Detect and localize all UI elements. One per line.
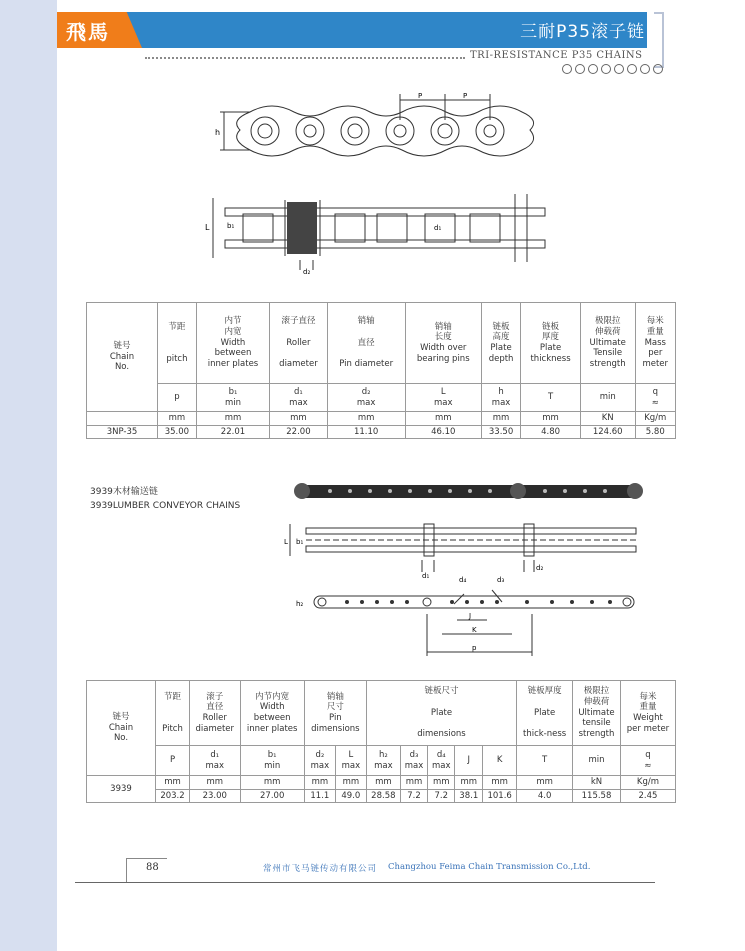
section-title-en: 3939LUMBER CONVEYOR CHAINS — [90, 501, 241, 511]
chain-top-view-diagram — [205, 180, 555, 275]
page-subtitle: TRI-RESISTANCE P35 CHAINS — [470, 50, 643, 61]
dim-d2: d₂ — [303, 268, 311, 275]
decorative-circles — [562, 64, 663, 74]
company-name-en: Changzhou Feima Chain Transmission Co.,Ltd. — [388, 862, 591, 872]
spec-table-3939: 链号 Chain No. 节距 Pitch 滚子 直径 Roller diameter 内节内宽 Width between inner plates 销轴 尺寸 Pin dimensions 链板尺寸 Plate dimensions 链板厚度 Plate thick-ness 极限拉 伸载荷 Ultimate tensile strength 每米 重量 Weight per meter P d₁ max b₁ min d₂ max L max h₂ max d₃ max d₄ max J K T min q ≈ 3939 mm mm mm mm mm mm mm mm mm mm mm kN Kg/m 203.2 23.00 27.00 11.1 49.0 28.58 7.2 7.2 38.1 101.6 4.0 115.58 2.45 — [86, 680, 676, 803]
dim-L-2: L — [284, 538, 288, 546]
table-row: 203.2 23.00 27.00 11.1 49.0 28.58 7.2 7.2 38.1 101.6 4.0 115.58 2.45 — [87, 789, 676, 803]
dim-p1: P — [418, 92, 423, 100]
dim-b1: b₁ — [227, 222, 235, 230]
dotted-divider — [145, 57, 465, 61]
page-number: 88 — [146, 862, 159, 873]
company-name-cn: 常州市飞马链传动有限公司 — [263, 864, 378, 874]
dim-d2-2: d₂ — [536, 564, 544, 572]
dim-d1: d₁ — [434, 224, 442, 232]
dim-b1-2: b₁ — [296, 538, 304, 546]
dim-h: h — [215, 128, 221, 137]
dim-d3: d₃ — [497, 576, 505, 584]
lumber-chain-side-view — [292, 574, 652, 660]
footer-line — [75, 882, 655, 883]
dim-J: J — [469, 612, 472, 620]
lumber-chain-top-view — [284, 520, 644, 580]
dim-d4: d₄ — [459, 576, 467, 584]
dim-d1-2: d₁ — [422, 572, 430, 580]
section-title-cn: 3939木材输送链 — [90, 487, 158, 497]
header-bracket — [654, 12, 664, 68]
spec-table-3np35: 链号 Chain No. 节距 pitch 内节 内宽 Width between inner plates 滚子直径 Roller diameter 销轴 直径 Pin diameter 销轴 长度 Width over bearing pins 链板 高度 Plate depth 链板 厚度 Plate thickness 极限拉 伸载荷 Ultimate Tensile strength 每米 重量 Mass per meter p b₁ min d₁ max d₂ max L max h max T min q ≈ mm mm mm mm mm mm mm KN Kg/m 3NP-35 35.00 22.01 22.00 11.10 46.10 33.50 4.80 124.60 5.80 — [86, 302, 676, 439]
page-title: 三耐P35滚子链 — [520, 22, 645, 42]
dim-p: p — [472, 644, 477, 652]
chain-side-view-diagram — [210, 90, 550, 170]
dim-h2: h₂ — [296, 600, 304, 608]
logo: 飛馬 — [66, 20, 110, 44]
dim-p2: P — [463, 92, 468, 100]
dim-K: K — [472, 626, 477, 634]
lumber-chain-photo — [290, 477, 650, 507]
table-row: 3NP-35 35.00 22.01 22.00 11.10 46.10 33.50 4.80 124.60 5.80 — [87, 425, 676, 439]
side-band — [0, 0, 57, 951]
dim-L: L — [205, 223, 210, 232]
